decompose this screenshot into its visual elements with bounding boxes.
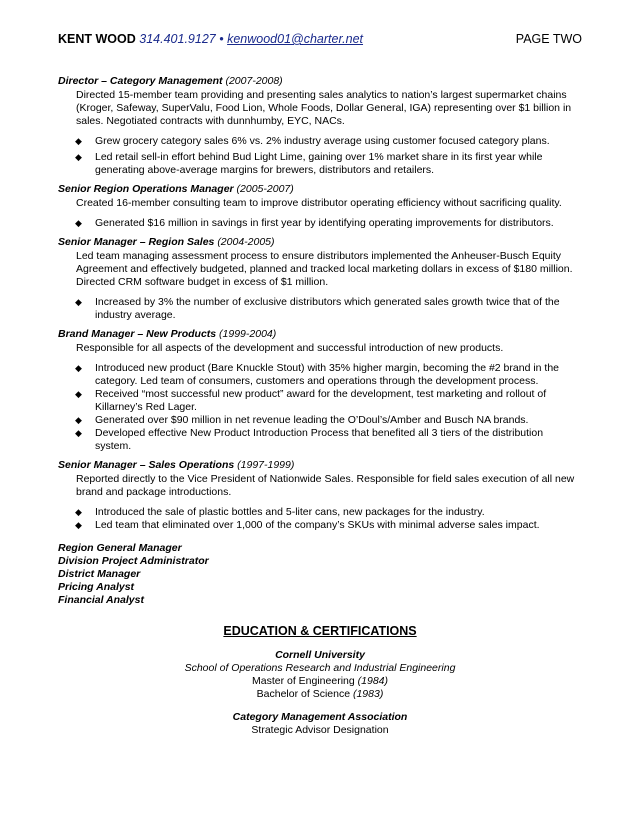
bullet-icon: ◆ <box>75 297 82 307</box>
job-title: Director – Category Management <box>58 75 223 87</box>
phone-number: 314.401.9127 <box>139 32 216 46</box>
education-block <box>58 649 582 701</box>
achievement-text: Introduced new product (Bare Knuckle Stout) with 35% higher margin, becoming the #2 brand in the category. Led team of consumers, customers and operations through the development process. <box>95 362 560 387</box>
bullet-icon: ◆ <box>75 389 82 399</box>
achievement-item <box>58 362 582 388</box>
bullet-icon: ◆ <box>75 152 82 162</box>
achievement-text: Increased by 3% the number of exclusive distributors which generated sales growth twice that of the industry average. <box>95 296 560 321</box>
achievement-item <box>58 388 582 414</box>
job-title: Senior Manager – Sales Operations <box>58 459 235 471</box>
achievement-text: Grew grocery category sales 6% vs. 2% industry average using customer focused category plans. <box>95 135 550 147</box>
education-heading: EDUCATION & CERTIFICATIONS <box>223 624 417 638</box>
achievement-list <box>58 135 582 177</box>
bullet-icon: ◆ <box>75 218 82 228</box>
achievement-item <box>58 296 582 322</box>
job-dates: (2004-2005) <box>217 236 275 248</box>
degree-name: Master of Engineering <box>251 675 355 687</box>
achievement-item <box>58 135 582 148</box>
candidate-name: KENT WOOD <box>58 32 136 46</box>
bullet-icon: ◆ <box>75 363 82 373</box>
achievement-item <box>58 427 582 453</box>
job-title: Senior Region Operations Manager <box>58 183 234 195</box>
job-entry <box>58 183 582 230</box>
achievement-text: Received “most successful new product” award for the development, test marketing and rollout of Killarney’s Red Lager. <box>95 388 547 413</box>
achievement-list <box>58 217 582 230</box>
job-dates: (2005-2007) <box>236 183 294 195</box>
email-link[interactable]: kenwood01@charter.net <box>227 32 364 46</box>
job-dates: (1999-2004) <box>219 328 277 340</box>
page-number-label: PAGE TWO <box>515 32 582 46</box>
school-department: School of Operations Research and Industrial Engineering <box>184 662 456 674</box>
achievement-text: Introduced the sale of plastic bottles and 5-liter cans, new packages for the industry. <box>95 506 485 518</box>
degree-year: (1983) <box>352 688 384 700</box>
degree-line <box>58 688 582 701</box>
designation: Strategic Advisor Designation <box>251 724 389 736</box>
achievement-item <box>58 151 582 177</box>
job-entry <box>58 75 582 177</box>
job-summary: Directed 15-member team providing and presenting sales analytics to nation’s largest supermarket chains (Kroger, Safeway, SuperValu, Food Lion, Whole Foods, Dollar General, IGA) representing over $1 billion in sales. Negotiated contracts with dunnhumby, EYC, NACs. <box>76 89 572 127</box>
achievement-item <box>58 414 582 427</box>
association-name: Category Management Association <box>232 711 408 723</box>
certification-block <box>58 711 582 737</box>
achievement-text: Developed effective New Product Introduction Process that benefited all 3 tiers of the distribution system. <box>95 427 544 452</box>
degree-name: Bachelor of Science <box>256 688 351 700</box>
job-dates: (2007-2008) <box>225 75 283 87</box>
degree-year: (1984) <box>357 675 388 687</box>
achievement-text: Generated $16 million in savings in first year by identifying operating improvements for distributors. <box>95 217 554 229</box>
achievement-text: Generated over $90 million in net revenue leading the O’Doul’s/Amber and Busch NA brands. <box>95 414 529 426</box>
achievement-item <box>58 506 582 519</box>
job-dates: (1997-1999) <box>237 459 295 471</box>
prior-role: Financial Analyst <box>58 594 144 606</box>
job-title: Brand Manager – New Products <box>58 328 217 340</box>
bullet-icon: ◆ <box>75 428 82 438</box>
header-separator: • <box>219 32 224 46</box>
bullet-icon: ◆ <box>75 520 82 530</box>
prior-role: Region General Manager <box>58 542 182 554</box>
prior-role: Division Project Administrator <box>58 555 209 567</box>
achievement-item <box>58 217 582 230</box>
page-header <box>58 32 582 47</box>
achievement-list <box>58 506 582 532</box>
resume-content <box>58 75 582 737</box>
job-summary: Responsible for all aspects of the development and successful introduction of new products. <box>76 342 504 354</box>
job-title: Senior Manager – Region Sales <box>58 236 215 248</box>
degree-line <box>58 675 582 688</box>
job-summary: Reported directly to the Vice President of Nationwide Sales. Responsible for field sales execution of all new brand and package introductions. <box>76 473 575 498</box>
job-summary: Created 16-member consulting team to improve distributor operating efficiency without sacrificing quality. <box>76 197 562 209</box>
bullet-icon: ◆ <box>75 415 82 425</box>
school-name: Cornell University <box>275 649 365 661</box>
job-entry <box>58 236 582 322</box>
achievement-text: Led retail sell-in effort behind Bud Light Lime, gaining over 1% market share in its first year while generating above-average margins for brewers, distributors and retailers. <box>95 151 543 176</box>
achievement-list <box>58 362 582 453</box>
job-summary: Led team managing assessment process to ensure distributors implemented the Anheuser-Busch Equity Agreement and effectively budgeted, planned and tracked local marketing dollars in excess of $180 million. Directed CRM software budget in excess of $1 million. <box>76 250 573 288</box>
achievement-list <box>58 296 582 322</box>
job-entry <box>58 328 582 453</box>
prior-role: District Manager <box>58 568 141 580</box>
prior-role: Pricing Analyst <box>58 581 135 593</box>
bullet-icon: ◆ <box>75 136 82 146</box>
achievement-item <box>58 519 582 532</box>
achievement-text: Led team that eliminated over 1,000 of the company’s SKUs with minimal adverse sales impact. <box>95 519 540 531</box>
job-entry <box>58 459 582 532</box>
prior-roles-list <box>58 542 582 607</box>
bullet-icon: ◆ <box>75 507 82 517</box>
